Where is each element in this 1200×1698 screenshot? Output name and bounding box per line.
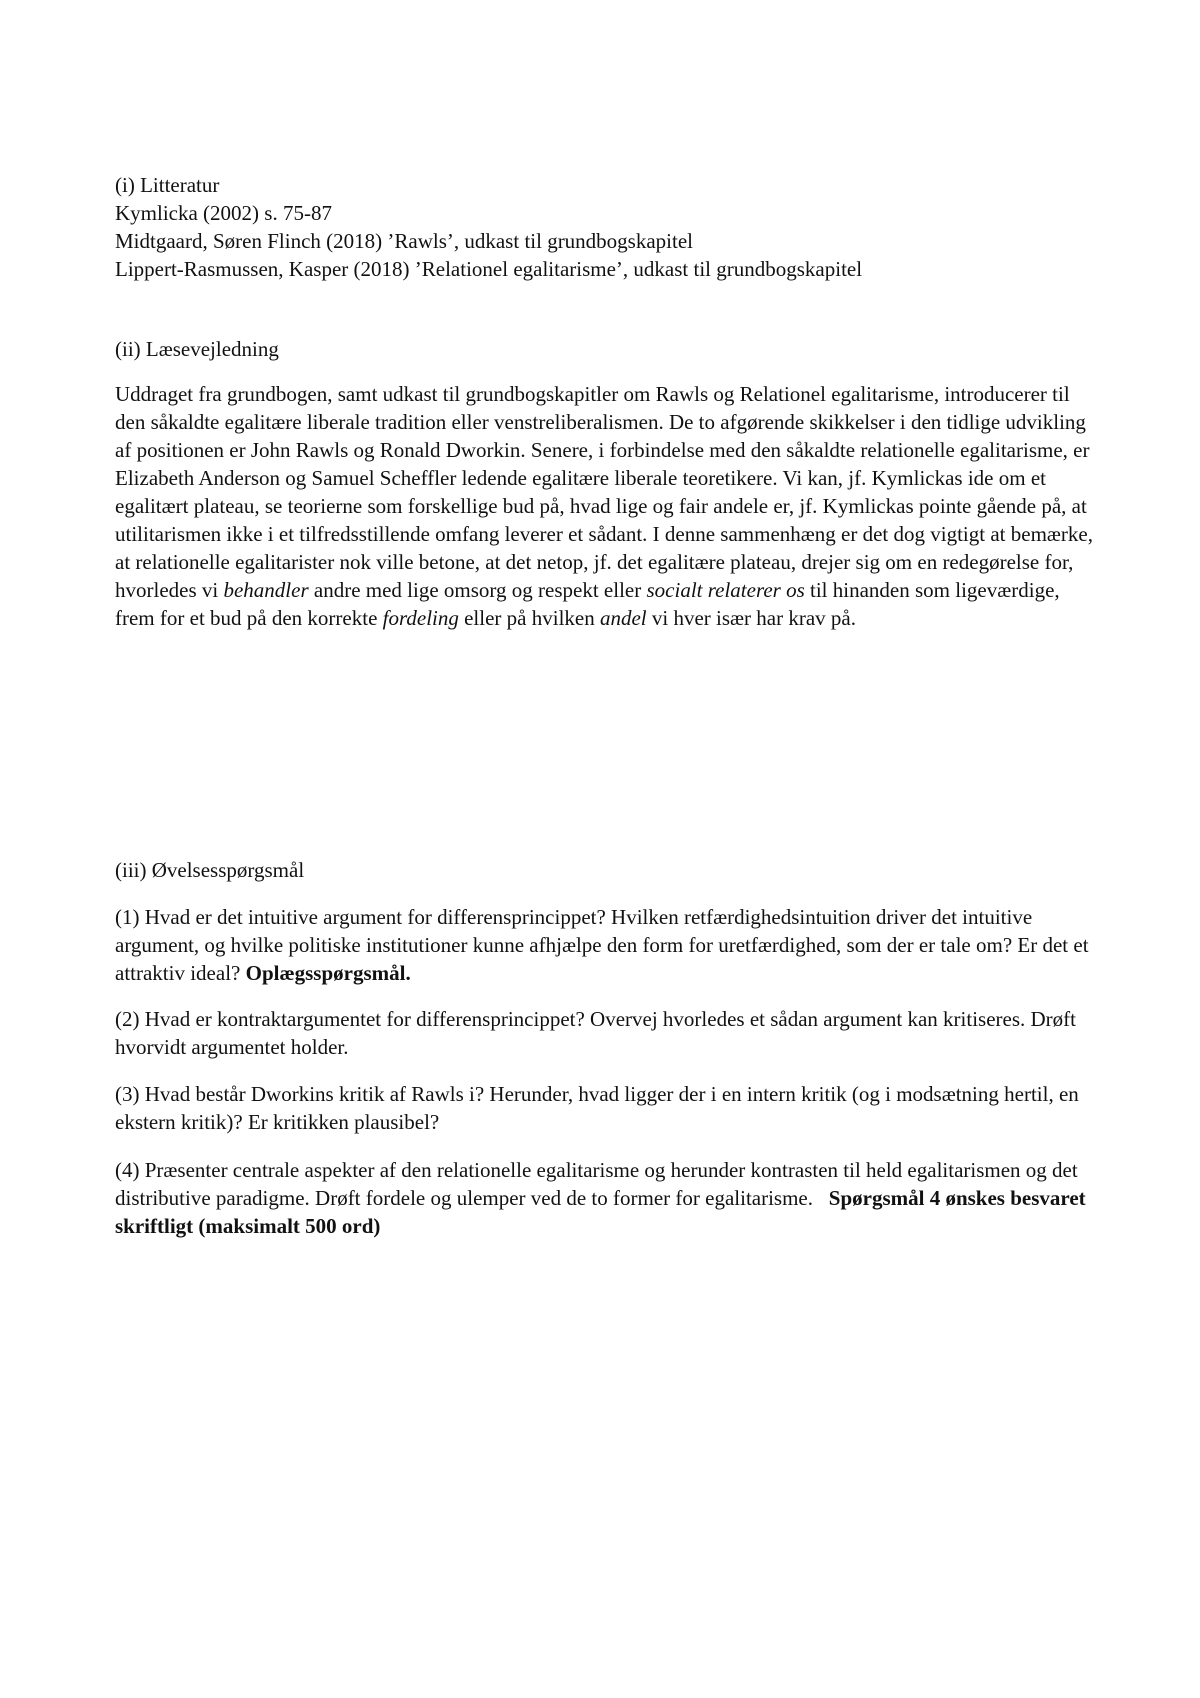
question-3 [115,1080,1095,1136]
question-text: (3) Hvad består Dworkins kritik af Rawls i? Herunder, hvad ligger der i en intern kritik (og i modsætning hertil, en ekstern kritik)? Er kritikken plausibel? [115,1082,1079,1134]
reading-guide-heading: (ii) Læsevejledning [115,337,279,361]
emphasis-text: andel [599,606,647,630]
literature-item: Lippert-Rasmussen, Kasper (2018) ’Relationel egalitarisme’, udkast til grundbogskapitel [115,257,863,281]
question-1 [115,903,1095,987]
literature-item: Kymlicka (2002) s. 75-87 [115,201,332,225]
paragraph-text: eller på hvilken [458,606,600,630]
paragraph-text: til hinanden som ligeværdige, frem for et bud på den korrekte [115,578,1060,630]
question-4 [115,1156,1095,1240]
question-2 [115,1005,1095,1061]
paragraph-text: Uddraget fra grundbogen, samt udkast til grundbogskapitler om Rawls og Relationel egalitarisme, introducerer til den såkaldte egalitære liberale tradition eller venstreliberalismen. De to afgørende skikkelser i den tidlige udvikling af positionen er John Rawls og Ronald Dworkin. Senere, i forbindelse med den såkaldte relationelle egalitarisme, er Elizabeth Anderson og Samuel Scheffler ledende egalitære liberale teoretikere. Vi kan, jf. Kymlickas ide om et egalitært plateau, se teorierne som forskellige bud på, hvad lige og fair andele er, jf. Kymlickas pointe gående på, at utilitarismen ikke i et tilfredsstillende omfang leverer et sådant. I denne sammenhæng er det dog vigtigt at bemærke, at relationelle egalitarister nok ville betone, at det netop, jf. det egalitære plateau, drejer sig om en redegørelse for, hvorledes vi [115,382,1093,602]
literature-section [115,171,862,283]
literature-heading: (i) Litteratur [115,173,220,197]
paragraph-text: andre med lige omsorg og respekt eller [308,578,647,602]
question-text: (2) Hvad er kontraktargumentet for differensprincippet? Overvej hvorledes et sådan argument kan kritiseres. Drøft hvorvidt argumentet holder. [115,1007,1076,1059]
emphasis-text: fordeling [382,606,459,630]
literature-item: Midtgaard, Søren Flinch (2018) ’Rawls’, udkast til grundbogskapitel [115,229,694,253]
emphasis-text: socialt relaterer os [646,578,805,602]
question-text: (1) Hvad er det intuitive argument for differensprincippet? Hvilken retfærdighedsintuition driver det intuitive argument, og hvilke politiske institutioner kunne afhjælpe den form for uretfærdighed, som der er tale om? Er det et attraktiv ideal? [115,905,1089,985]
question-text: (4) Præsenter centrale aspekter af den relationelle egalitarisme og herunder kontrasten til held egalitarismen og det distributive paradigme. Drøft fordele og ulemper ved de to former for egalitarisme. [115,1158,1083,1210]
emphasis-text: behandler [223,578,309,602]
reading-guide-paragraph [115,380,1095,632]
exercises-heading: (iii) Øvelsesspørgsmål [115,858,305,882]
paragraph-text: vi hver især har krav på. [646,606,856,630]
question-bold-note: Oplægsspørgsmål. [245,961,411,985]
question-bold-note: Spørgsmål 4 ønskes besvaret skriftligt (maksimalt 500 ord) [115,1186,1086,1238]
